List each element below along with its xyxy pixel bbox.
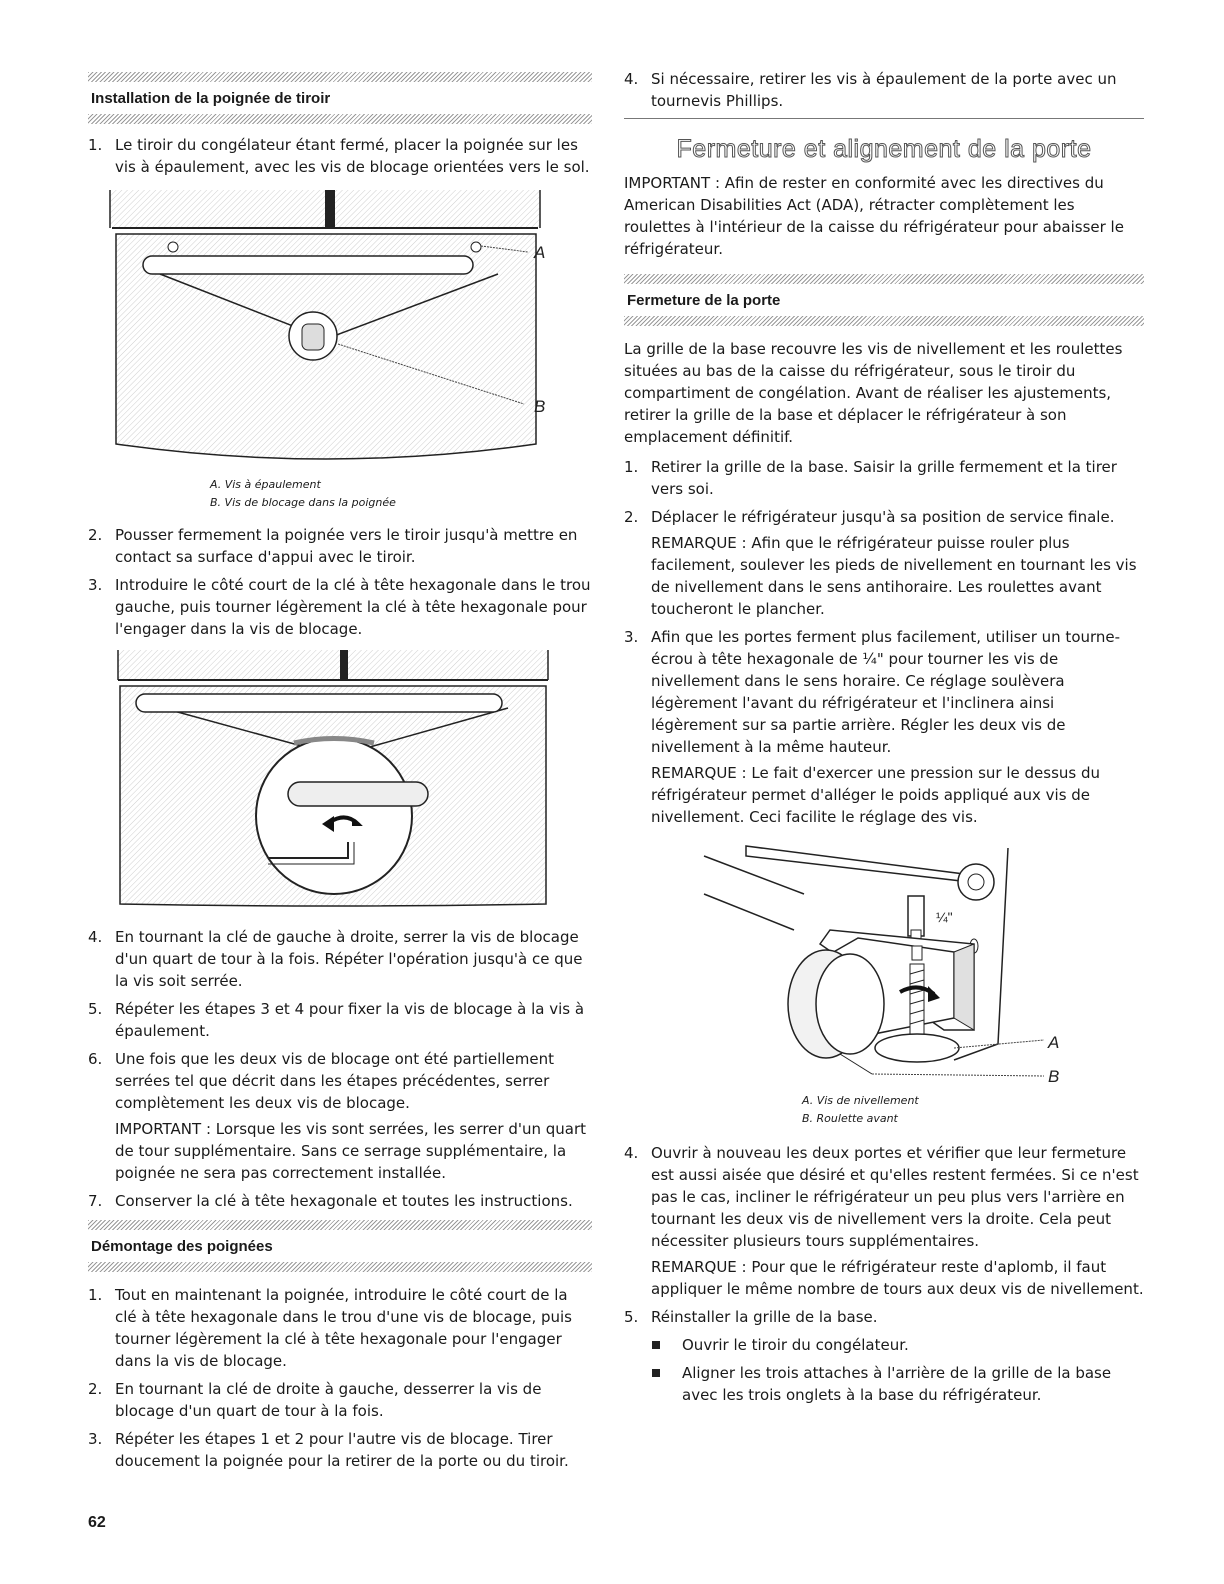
steps-list	[88, 1284, 592, 1472]
list-item: 2. Déplacer le réfrigérateur jusqu'à sa position de service finale. REMARQUE : Afin que le réfrigérateur puisse rouler plus facilement, soulever les pieds de nivellement en tournant les vis de nivellement dans le sens antihoraire. Les roulettes avant toucheront le plancher.	[624, 506, 1144, 620]
figure-label-a: A	[1048, 1033, 1060, 1052]
list-item: 5. Répéter les étapes 3 et 4 pour fixer la vis de blocage à la vis à épaulement.	[88, 1000, 585, 1040]
list-item: Ouvrir le tiroir du congélateur.	[624, 1334, 1144, 1356]
hatch-rule	[88, 1220, 592, 1230]
section-title: Fermeture de la porte	[627, 292, 781, 309]
section-title: Installation de la poignée de tiroir	[91, 90, 331, 107]
bullet-icon	[652, 1369, 660, 1377]
list-item: 1. Tout en maintenant la poignée, introduire le côté court de la clé à tête hexagonale dans le trou d'une vis de blocage, puis tourner légèrement la clé à tête hexagonale pour l'engager dans la vis de blocage.	[88, 1286, 573, 1370]
bullet-icon	[652, 1341, 660, 1349]
remark-note: REMARQUE : Le fait d'exercer une pression sur le dessus du réfrigérateur permet d'alléger le poids appliqué aux vis de nivellement. Ceci facilite le réglage des vis.	[651, 764, 1101, 826]
section-title: Démontage des poignées	[91, 1238, 273, 1255]
hex-key-diagram	[88, 646, 592, 912]
leveling-screw-diagram	[624, 834, 1144, 1090]
page-number: 62	[88, 1514, 106, 1531]
list-item: 1. Retirer la grille de la base. Saisir la grille fermement et la tirer vers soi.	[624, 458, 1117, 498]
list-item: 5. Réinstaller la grille de la base.	[624, 1308, 878, 1326]
hatch-rule	[624, 316, 1144, 326]
list-item: 3. Introduire le côté court de la clé à tête hexagonale dans le trou gauche, puis tourner légèrement la clé à tête hexagonale pour l'engager dans la vis de blocage.	[88, 576, 591, 638]
list-item: 2. En tournant la clé de droite à gauche, desserrer la vis de blocage d'un quart de tour à la fois.	[88, 1380, 542, 1420]
figure-label-a: A	[534, 243, 546, 262]
hatch-rule	[88, 72, 592, 82]
drawer-handle-diagram	[88, 184, 592, 474]
steps-list	[88, 524, 592, 640]
steps-list	[88, 926, 592, 1212]
list-item: 7. Conserver la clé à tête hexagonale et toutes les instructions.	[88, 1192, 573, 1210]
page-title: Fermeture et alignement de la porte	[676, 135, 1092, 163]
bullet-list	[624, 1334, 1144, 1406]
list-item: 6. Une fois que les deux vis de blocage ont été partiellement serrées tel que décrit dans les étapes précédentes, serrer complètement les deux vis de blocage. IMPORTANT : Lorsque les vis sont serrées, les serrer d'un quart de tour supplémentaire. Sans ce serrage supplémentaire, la poignée ne sera pas correctement installée.	[88, 1048, 592, 1184]
intro-paragraph: La grille de la base recouvre les vis de nivellement et les roulettes situées au bas de la caisse du réfrigérateur, sous le tiroir du compartiment de congélation. Avant de réaliser les ajustements, retirer la grille de la base et déplacer le réfrigérateur à son emplacement définitif.	[624, 340, 1123, 446]
hatch-rule	[88, 1262, 592, 1272]
steps-list	[624, 456, 1144, 828]
important-note: IMPORTANT : Afin de rester en conformité avec les directives du American Disabilities Act (ADA), rétracter complètement les roulettes à l'intérieur de la caisse du réfrigérateur pour abaisser le réfrigérateur.	[624, 174, 1124, 258]
steps-list	[88, 134, 592, 178]
list-item: 3. Répéter les étapes 1 et 2 pour l'autre vis de blocage. Tirer doucement la poignée pour la retirer de la porte ou du tiroir.	[88, 1430, 569, 1470]
hatch-rule	[88, 114, 592, 124]
list-item: 4. Si nécessaire, retirer les vis à épaulement de la porte avec un tournevis Phillips.	[624, 70, 1117, 110]
section-heading-door-closing	[624, 274, 1144, 326]
hatch-rule	[624, 274, 1144, 284]
remark-note: REMARQUE : Pour que le réfrigérateur reste d'aplomb, il faut appliquer le même nombre de tours aux deux vis de nivellement.	[651, 1258, 1144, 1298]
figure-caption: A. Vis de nivellement B. Roulette avant	[802, 1094, 919, 1125]
section-heading-handle-removal	[88, 1220, 592, 1272]
figure-label-b: B	[1048, 1067, 1060, 1086]
size-label: ¼"	[936, 909, 953, 925]
steps-list	[624, 68, 1144, 112]
figure-label-b: B	[534, 397, 546, 416]
list-item: 1. Le tiroir du congélateur étant fermé, placer la poignée sur les vis à épaulement, avec les vis de blocage orientées vers le sol.	[88, 136, 590, 176]
remark-note: REMARQUE : Afin que le réfrigérateur puisse rouler plus facilement, soulever les pieds de nivellement en tournant les vis de nivellement dans le sens antihoraire. Les roulettes avant toucheront le plancher.	[651, 534, 1137, 618]
important-note: IMPORTANT : Lorsque les vis sont serrées, les serrer d'un quart de tour supplémentaire. Sans ce serrage supplémentaire, la poignée ne sera pas correctement installée.	[115, 1120, 587, 1182]
figure-caption: A. Vis à épaulement B. Vis de blocage dans la poignée	[210, 478, 396, 509]
list-item: 4. En tournant la clé de gauche à droite, serrer la vis de blocage d'un quart de tour à la fois. Répéter l'opération jusqu'à ce que la vis soit serrée.	[88, 928, 583, 990]
list-item: 4. Ouvrir à nouveau les deux portes et vérifier que leur fermeture est aussi aisée que désiré et qu'elles restent fermées. Si ce n'est pas le cas, incliner le réfrigérateur un peu plus vers l'arrière en tournant les deux vis de nivellement vers la droite. Cela peut nécessiter plusieurs tours supplémentaires. REMARQUE : Pour que le réfrigérateur reste d'aplomb, il faut appliquer le même nombre de tours aux deux vis de nivellement.	[624, 1144, 1144, 1298]
right-column	[624, 0, 1144, 1412]
section-heading-handle-install	[88, 72, 592, 124]
list-item: 3. Afin que les portes ferment plus facilement, utiliser un tourne-écrou à tête hexagonale de ¼" pour tourner les vis de nivellement dans le sens horaire. Ce réglage soulèvera légèrement l'avant du réfrigérateur et l'inclinera ainsi légèrement sur sa partie arrière. Régler les deux vis de nivellement à la même hauteur. REMARQUE : Le fait d'exercer une pression sur le dessus du réfrigérateur permet d'alléger le poids appliqué aux vis de nivellement. Ceci facilite le réglage des vis.	[624, 626, 1144, 828]
steps-list	[624, 1142, 1144, 1328]
list-item: Aligner les trois attaches à l'arrière de la grille de la base avec les trois onglets à la base du réfrigérateur.	[624, 1362, 1144, 1406]
left-column	[88, 0, 592, 1478]
divider	[624, 118, 1144, 119]
list-item: 2. Pousser fermement la poignée vers le tiroir jusqu'à mettre en contact sa surface d'appui avec le tiroir.	[88, 526, 578, 566]
